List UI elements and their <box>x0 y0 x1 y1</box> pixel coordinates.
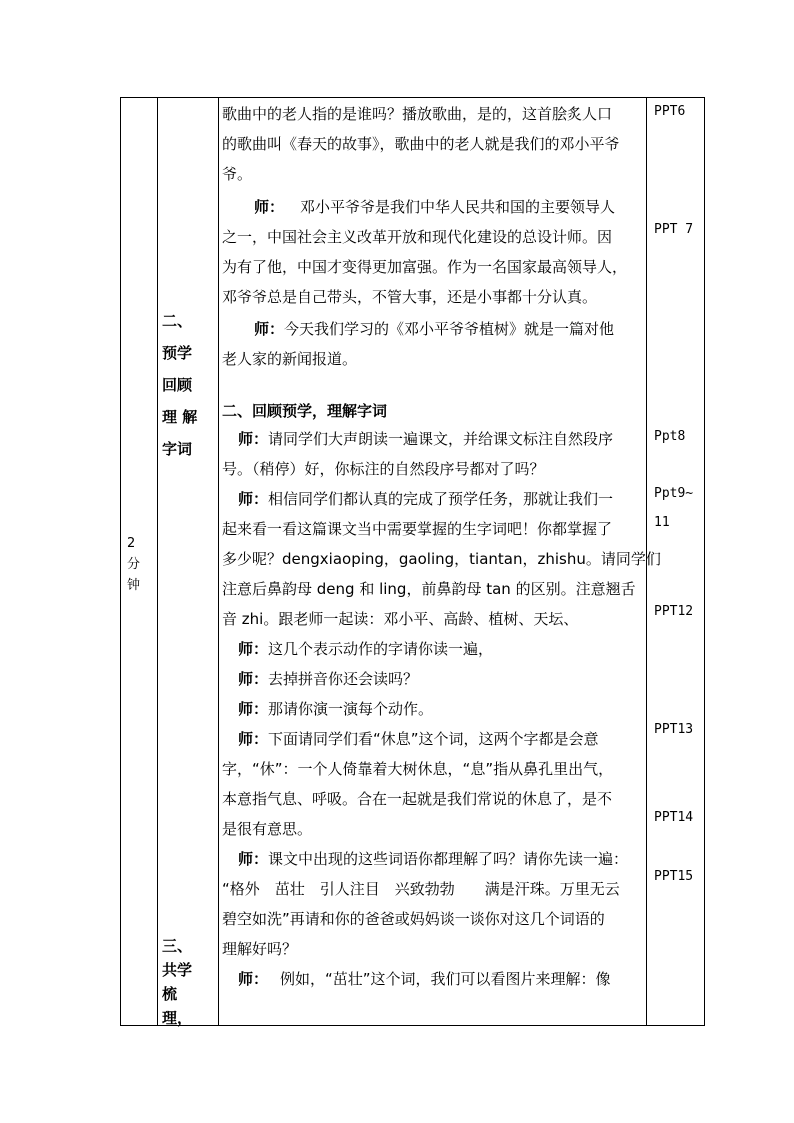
section-heading: 二、回顾预学，理解字词 <box>222 402 388 420</box>
speaker-label: 师： <box>238 490 269 508</box>
speaker-label: 师： <box>238 640 269 658</box>
paragraph-line <box>222 724 640 754</box>
text-line: 是很有意思。 <box>222 820 313 838</box>
stage-review-text-4: 字词 <box>162 440 193 458</box>
text-line: 注意后鼻韵母 deng 和 ling，前鼻韵母 tan 的区别。注意翘舌 <box>222 580 636 598</box>
text-line: 歌曲中的老人指的是谁吗？播放歌曲，是的，这首脍炙人口 <box>222 105 613 123</box>
paragraph-line <box>222 844 640 874</box>
time-unit-1: 分 <box>127 557 141 572</box>
ppt-ref: Ppt9~ <box>654 486 694 501</box>
ppt-ref: 11 <box>654 515 670 530</box>
speaker-label: 师： <box>238 730 269 748</box>
speaker-label: 师： <box>238 670 269 688</box>
speaker-label: 师： <box>238 700 269 718</box>
stage-sort-text-1: 共学 <box>162 961 193 979</box>
stage-review-text-2: 回顾 <box>162 376 193 394</box>
time-duration <box>127 533 140 596</box>
stage-sort-text-2: 梳 <box>162 985 178 1003</box>
speaker-label: 师： <box>238 970 269 988</box>
text-span: 这几个表示动作的字请你读一遍， <box>268 640 494 658</box>
ppt-ref: PPT14 <box>654 810 694 825</box>
ppt-ref: PPT12 <box>654 604 694 619</box>
stage-sort-text-3: 理， <box>162 1009 193 1027</box>
paragraph-line <box>222 664 640 694</box>
text-line: 邓爷爷总是自己带头，不管大事，还是小事都十分认真。 <box>222 288 598 306</box>
text-span: 去掉拼音你还会读吗？ <box>268 670 419 688</box>
speaker-label: 师： <box>254 198 285 216</box>
ppt-ref: Ppt8 <box>654 429 686 444</box>
paragraph-line <box>222 424 640 454</box>
text-span: 那请你演一演每个动作。 <box>268 700 434 718</box>
text-line: 音 zhi。跟老师一起读：邓小平、高龄、植树、天坛、 <box>222 610 579 628</box>
paragraph-line <box>222 964 640 994</box>
stage-review-text-3: 理 解 <box>162 408 198 426</box>
paragraph-line <box>222 694 640 724</box>
text-span: 今天我们学习的《邓小平爷爷植树》就是一篇对他 <box>284 320 615 338</box>
ppt-ref: PPT13 <box>654 722 694 737</box>
time-unit-2: 钟 <box>127 578 141 593</box>
stage-sort-number: 三、 <box>162 937 193 955</box>
stage-review <box>162 306 197 464</box>
text-line: 字，“休”：一个人倚靠着大树休息，“息”指从鼻孔里出气， <box>222 760 614 778</box>
paragraph-line <box>222 314 640 344</box>
speaker-label: 师： <box>238 850 269 868</box>
text-line: 多少呢？dengxiaoping，gaoling，tiantan，zhishu。请同学们 <box>222 550 661 568</box>
stage-review-number: 二、 <box>162 312 193 330</box>
text-line: 本意指气息、呼吸。合在一起就是我们常说的休息了，是不 <box>222 790 613 808</box>
text-line: 之一，中国社会主义改革开放和现代化建设的总设计师。因 <box>222 228 613 246</box>
stage-review-text-1: 预学 <box>162 344 193 362</box>
paragraph-line <box>222 484 640 514</box>
text-line: 为有了他，中国才变得更加富强。作为一名国家最高领导人， <box>222 258 628 276</box>
text-span: 下面请同学们看“休息”这个词，这两个字都是会意 <box>268 730 599 748</box>
ppt-ref: PPT15 <box>654 869 694 884</box>
text-line: 爷。 <box>222 165 253 183</box>
text-line: 起来看一看这篇课文当中需要掌握的生字词吧！你都掌握了 <box>222 520 613 538</box>
stage-sort <box>162 934 192 1030</box>
speaker-label: 师： <box>238 430 269 448</box>
text-span: 课文中出现的这些词语你都理解了吗？请你先读一遍： <box>268 850 629 868</box>
text-line: 号。（稍停）好，你标注的自然段序号都对了吗？ <box>222 460 545 478</box>
text-line: 老人家的新闻报道。 <box>222 350 358 368</box>
paragraph-line <box>222 634 640 664</box>
text-span: 相信同学们都认真的完成了预学任务，那就让我们一 <box>268 490 614 508</box>
text-line: 理解好吗？ <box>222 940 298 958</box>
text-line: 碧空如洗”再请和你的爸爸或妈妈谈一谈你对这几个词语的 <box>222 910 605 928</box>
text-line: “格外 茁壮 引人注目 兴致勃勃 满是汗珠。万里无云 <box>222 880 620 898</box>
text-span: 例如，“茁壮”这个词，我们可以看图片来理解：像 <box>280 970 611 988</box>
ppt-ref: PPT6 <box>654 104 686 119</box>
text-span: 邓小平爷爷是我们中华人民共和国的主要领导人 <box>300 198 616 216</box>
time-number: 2 <box>127 536 136 551</box>
speaker-label: 师： <box>254 320 285 338</box>
ppt-ref: PPT 7 <box>654 222 694 237</box>
text-line: 的歌曲叫《春天的故事》，歌曲中的老人就是我们的邓小平爷 <box>222 135 620 153</box>
stage-column <box>158 98 219 1026</box>
lesson-content <box>222 99 661 994</box>
text-span: 请同学们大声朗读一遍课文，并给课文标注自然段序 <box>268 430 614 448</box>
paragraph-line <box>222 192 640 222</box>
